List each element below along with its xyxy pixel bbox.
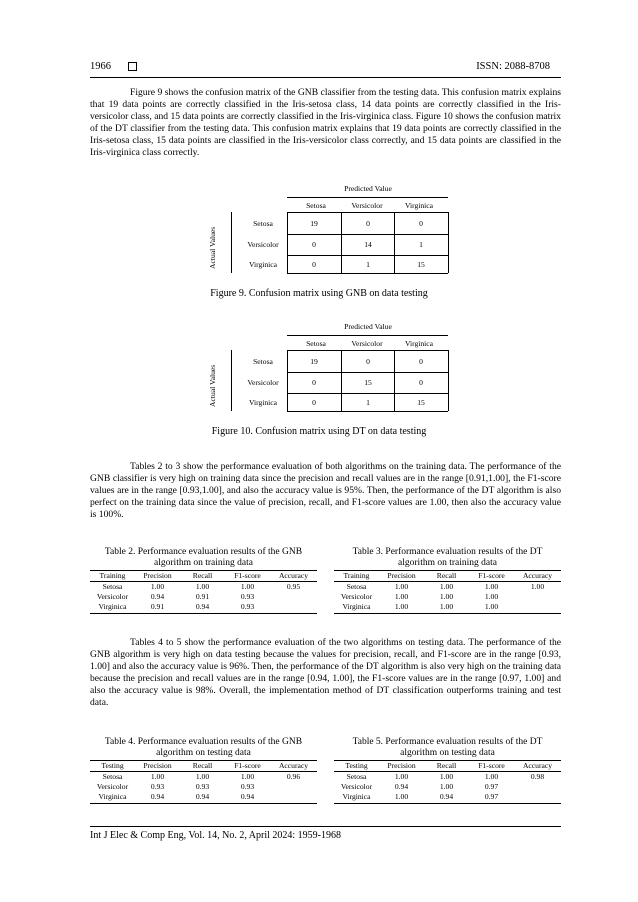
table-cell: Virginica	[98, 792, 127, 801]
table-cell: 1.00	[484, 602, 499, 611]
predicted-rule	[287, 335, 448, 336]
table-header: Recall	[192, 571, 213, 580]
table-header: Recall	[436, 571, 457, 580]
table-cell: 0.96	[286, 772, 301, 781]
paragraph-1: Figure 9 shows the confusion matrix of the GNB classifier from the testing data. This confusion matrix explains that 19 data points are correctly classified in the Iris-setosa class, 14 data points are correctly classified in the Iris-versicolor class, and 15 data points are correctly classified in the Iris-virginica class. Figure 10 shows the confusion matrix of the DT classifier from the testing data. This confusion matrix explains that 19 data points are correctly classified in the Iris-setosa class, 15 data points are classified in the Iris-versicolor class correctly, and 15 data points are classified in the Iris-virginica class correctly.	[90, 87, 561, 159]
table-header: Precision	[143, 571, 172, 580]
paragraph-3: Tables 4 to 5 show the performance evaluation of the two algorithms on testing data. The performance of the GNB algorithm is very high on data testing because the values for precision, recall, and F1-score are in the range [0.93, 1.00] and also the accuracy value is 96%. Then, the performance of the DT algorithm is also very high on the training data because the precision and recall values are in the range [0.94, 1.00], the F1-score values are in the range [0.97, 1.00] and also the accuracy value is 98%. Overall, the implementation method of DT classification outperforms training and test data.	[90, 637, 561, 709]
matrix-cell: 1	[366, 260, 370, 269]
table-cell: Virginica	[342, 602, 371, 611]
table-header: Testing	[101, 761, 124, 770]
figure-caption: Figure 9. Confusion matrix using GNB on data testing	[210, 288, 428, 299]
table-cell: 1.00	[240, 772, 255, 781]
matrix-cell: 0	[312, 378, 316, 387]
grid-top	[287, 350, 448, 351]
table-cell: 1.00	[439, 772, 454, 781]
table-header: F1-score	[234, 571, 261, 580]
matrix-cell: 0	[312, 260, 316, 269]
table-cell: 1.00	[484, 592, 499, 601]
column-header-versicolor: Versicolor	[351, 339, 383, 348]
table-header: Accuracy	[522, 761, 553, 770]
matrix-cell: 0	[419, 378, 423, 387]
grid-row-2	[287, 393, 448, 394]
column-header-virginica: Virginica	[404, 201, 434, 210]
table-cell: 1.00	[195, 582, 210, 591]
table-caption: Table 2. Performance evaluation results of the GNB algorithm on training data	[104, 547, 303, 568]
table-cell: 1.00	[394, 772, 409, 781]
table-cell: 1.00	[394, 582, 409, 591]
table-cell: 0.91	[195, 592, 210, 601]
matrix-cell: 0	[312, 240, 316, 249]
column-header-versicolor: Versicolor	[351, 201, 383, 210]
table-cell: 0.94	[439, 792, 454, 801]
table-cell: 0.93	[195, 782, 210, 791]
table-cell: 0.98	[530, 772, 545, 781]
table-cell: 1.00	[439, 782, 454, 791]
matrix-cell: 0	[419, 219, 423, 228]
row-label-versicolor: Versicolor	[247, 240, 279, 249]
figure-caption: Figure 10. Confusion matrix using DT on data testing	[211, 426, 427, 437]
table-cell: 1.00	[484, 772, 499, 781]
table-bottom-rule	[334, 803, 561, 804]
table-cell: 0.95	[286, 582, 301, 591]
predicted-value-label: Predicted Value	[344, 322, 392, 331]
table-cell: Virginica	[98, 602, 127, 611]
table-cell: 0.93	[240, 602, 255, 611]
row-label-setosa: Setosa	[253, 219, 273, 228]
column-header-setosa: Setosa	[306, 201, 326, 210]
table-cell: Versicolor	[96, 782, 129, 791]
table-cell: 0.94	[240, 792, 255, 801]
table-cell: Setosa	[346, 582, 367, 591]
matrix-cell: 19	[310, 219, 318, 228]
grid-top	[287, 212, 448, 213]
footer-rule	[90, 826, 561, 827]
grid-bottom	[287, 273, 448, 274]
column-header-setosa: Setosa	[306, 339, 326, 348]
table-caption: Table 5. Performance evaluation results of the DT algorithm on testing data	[352, 737, 543, 758]
table-cell: 1.00	[439, 582, 454, 591]
table-header: Testing	[345, 761, 368, 770]
table-cell: 0.94	[195, 792, 210, 801]
table-cell: 0.93	[150, 782, 165, 791]
table-cell: Setosa	[346, 772, 367, 781]
matrix-cell: 0	[312, 398, 316, 407]
table-cell: 0.94	[150, 592, 165, 601]
header-rule	[90, 77, 561, 78]
table-bottom-rule	[334, 613, 561, 614]
matrix-cell: 14	[364, 240, 372, 249]
table-header: Accuracy	[278, 571, 309, 580]
table-cell: 0.94	[195, 602, 210, 611]
table-header: Accuracy	[278, 761, 309, 770]
table-header: Precision	[387, 761, 416, 770]
matrix-cell: 1	[419, 240, 423, 249]
grid-row-1	[287, 372, 448, 373]
table-cell: 0.93	[240, 592, 255, 601]
table-header: F1-score	[478, 571, 505, 580]
matrix-cell: 19	[310, 357, 318, 366]
paragraph-2: Tables 2 to 3 show the performance evaluation of both algorithms on the training data. The performance of the GNB classifier is very high on training data since the precision and recall values are in the range [0.91,1.00], the F1-score values are in the range [0.93,1.00], and also the accuracy value is 95%. Then, the performance of the DT algorithm is also perfect on the training data since the value of precision, recall, and F1-score values are 1.00, then also the accuracy value is 100%.	[90, 461, 561, 521]
table-header: Training	[343, 571, 370, 580]
grid-row-2	[287, 255, 448, 256]
table-cell: 0.94	[394, 782, 409, 791]
table-header: Recall	[192, 761, 213, 770]
table-cell: 1.00	[484, 582, 499, 591]
table-cell: 1.00	[530, 582, 545, 591]
matrix-cell: 1	[366, 398, 370, 407]
table-cell: Setosa	[102, 772, 123, 781]
table-cell: 0.97	[484, 782, 499, 791]
grid-bottom	[287, 411, 448, 412]
row-bracket	[231, 350, 232, 411]
predicted-value-label: Predicted Value	[344, 184, 392, 193]
actual-values-label: Actual Values	[208, 364, 217, 407]
table-cell: 1.00	[150, 772, 165, 781]
table-header: F1-score	[478, 761, 505, 770]
table-cell: 1.00	[394, 792, 409, 801]
page-number: 1966	[90, 61, 111, 72]
matrix-cell: 0	[366, 357, 370, 366]
table-cell: 1.00	[394, 602, 409, 611]
row-bracket	[231, 212, 232, 273]
table-header: Training	[99, 571, 126, 580]
table-cell: 1.00	[439, 592, 454, 601]
footer-citation: Int J Elec & Comp Eng, Vol. 14, No. 2, April 2024: 1959-1968	[90, 830, 342, 841]
table-cell: Versicolor	[340, 592, 373, 601]
table-caption: Table 3. Performance evaluation results of the DT algorithm on training data	[352, 547, 543, 568]
issn: ISSN: 2088-8708	[476, 61, 550, 72]
table-cell: 0.97	[484, 792, 499, 801]
table-cell: 1.00	[394, 592, 409, 601]
grid-row-1	[287, 234, 448, 235]
table-cell: 0.94	[150, 792, 165, 801]
matrix-cell: 0	[419, 357, 423, 366]
table-bottom-rule	[90, 613, 317, 614]
table-cell: 1.00	[195, 772, 210, 781]
table-cell: 0.93	[240, 782, 255, 791]
actual-values-label: Actual Values	[208, 226, 217, 269]
table-cell: Setosa	[102, 582, 123, 591]
table-cell: 1.00	[150, 582, 165, 591]
column-header-virginica: Virginica	[404, 339, 434, 348]
table-cell: Versicolor	[340, 782, 373, 791]
row-label-virginica: Virginica	[248, 398, 278, 407]
matrix-cell: 15	[364, 378, 372, 387]
matrix-cell: 0	[366, 219, 370, 228]
table-bottom-rule	[90, 803, 317, 804]
table-header: Recall	[436, 761, 457, 770]
matrix-cell: 15	[417, 398, 425, 407]
table-header: Accuracy	[522, 571, 553, 580]
square-icon	[128, 62, 137, 71]
table-cell: 1.00	[240, 582, 255, 591]
predicted-rule	[287, 197, 448, 198]
table-cell: Versicolor	[96, 592, 129, 601]
table-cell: 1.00	[439, 602, 454, 611]
row-label-setosa: Setosa	[253, 357, 273, 366]
table-cell: 0.91	[150, 602, 165, 611]
table-caption: Table 4. Performance evaluation results of the GNB algorithm on testing data	[104, 737, 303, 758]
table-header: Precision	[143, 761, 172, 770]
row-label-virginica: Virginica	[248, 260, 278, 269]
table-header: Precision	[387, 571, 416, 580]
row-label-versicolor: Versicolor	[247, 378, 279, 387]
table-header: F1-score	[234, 761, 261, 770]
matrix-cell: 15	[417, 260, 425, 269]
table-cell: Virginica	[342, 792, 371, 801]
